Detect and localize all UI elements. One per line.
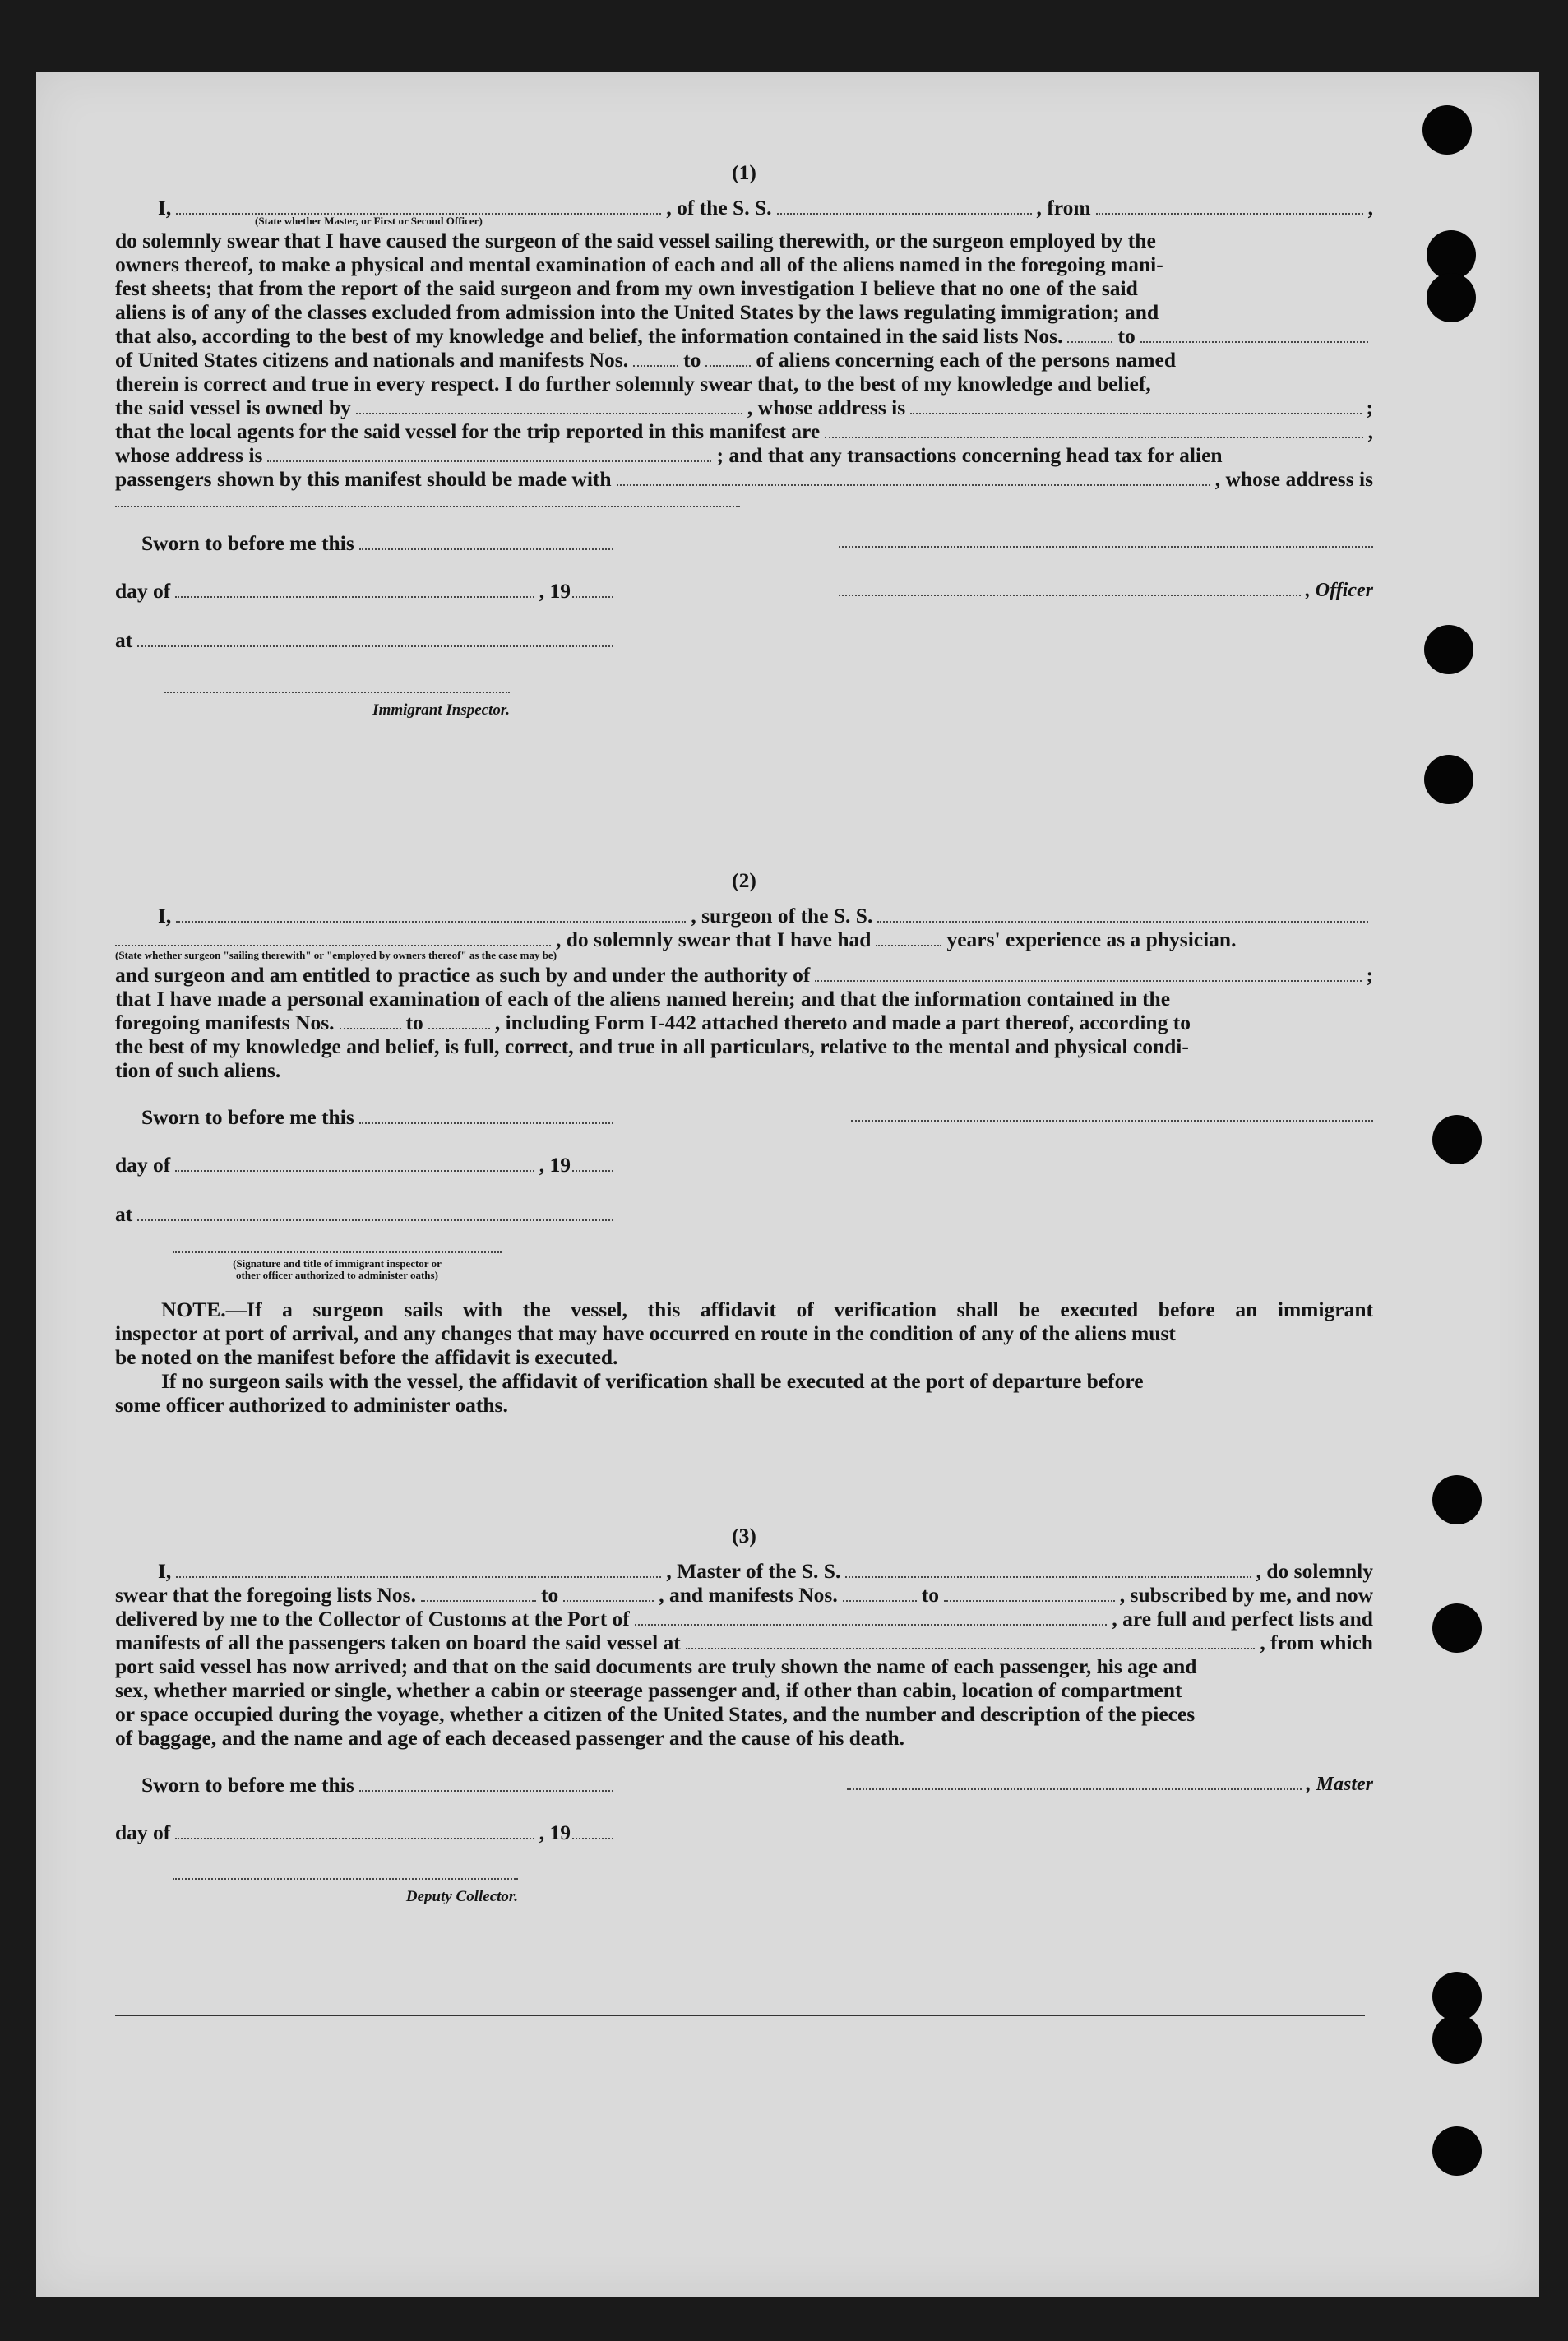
from-port-field[interactable] [1096, 198, 1363, 215]
punch-hole [1427, 273, 1476, 322]
sworn-date-field[interactable] [359, 1108, 613, 1124]
year-field[interactable] [572, 1823, 613, 1839]
at-place-field[interactable] [137, 631, 613, 647]
section-1-text: do solemnly swear that I have caused the surgeon of the said vessel sailing therewith, or the surgeon employed by the owners thereof, to make a physical and mental examination of each and all of the aliens named in the foregoing mani- fest sheets; that from the report of the said surgeon and from my own investigation I believe that no one of the said aliens is of any of the classes excluded from admission into the United States by the laws regulating immigration; and that also, according to the best of my knowledge and belief, the information contained in the said lists Nos. to of United States citizens and nationals and manifests Nos. to of aliens concerning each of the persons named therein is correct and true in every respect. I do further solemnly swear that, to the best of my knowledge and belief, the said vessel is owned by , whose address is ; that the local agents for the said vessel for the trip reported in this manifest are , whose address is ; and that any transactions concerning head tax for alien passengers shown by this manifest should be made with , whose address is [115, 229, 1373, 515]
vessel-name-field[interactable] [777, 198, 1032, 215]
section-number: (3) [732, 1524, 756, 1548]
year-field[interactable] [572, 1155, 613, 1172]
master-name-field[interactable] [176, 1561, 661, 1578]
manifest-from-field[interactable] [633, 350, 678, 367]
list-to-field[interactable] [1140, 326, 1368, 343]
section-number: (2) [732, 868, 756, 892]
manifest-nos-to-field[interactable] [428, 1013, 490, 1029]
label-of-ss: , of the S. S. [666, 196, 772, 220]
manifests-to-field[interactable] [944, 1585, 1115, 1602]
surgeon-note: (State whether surgeon "sailing therewith" or "employed by owners thereof" as the case may be) [115, 949, 557, 961]
officer-signature-line-1[interactable] [839, 546, 1373, 548]
surgeon-type-field[interactable] [115, 930, 551, 946]
punch-hole [1424, 755, 1473, 804]
section-3: (3) I, , Master of the S. S. , do solemnly swear that the foregoing lists Nos. to , and manifests Nos. to , subscribed by me, and now delivered by me to the Collector of Customs at the Port of , are full and perfect lists and manifests of all the passengers taken on board the said vessel at , from which port said vessel has now arrived; and that on the said documents are truly shown the name of each passenger, his age and sex, whether married or single, whether a cabin or steerage passenger and, if other than cabin, location of compartment or space occupied during the voyage, whether a citizen of the United States, and the number and description of the pieces of baggage, and the name and age of each deceased passenger and the cause of his death. Sworn to before me this day of , 19 Deputy Collector. , Master [115, 1524, 1373, 1896]
sworn-date-field[interactable] [359, 1775, 613, 1792]
owner-field[interactable] [356, 398, 742, 414]
list-from-field[interactable] [1067, 326, 1112, 343]
section-1-signatures: Sworn to before me this day of , 19 at Immigrant Inspector. , Officer [115, 531, 1373, 745]
head-tax-field[interactable] [617, 470, 1210, 486]
day-of-field[interactable] [175, 1823, 534, 1839]
day-of-field[interactable] [175, 581, 534, 598]
section-3-signatures: Sworn to before me this day of , 19 Deputy Collector. , Master [115, 1773, 1373, 1896]
agents-address-field[interactable] [267, 446, 711, 462]
punch-hole [1432, 1972, 1482, 2021]
note-text: NOTE.—If a surgeon sails with the vessel, this affidavit of verification shall be executed before an immigrant inspector at port of arrival, and any changes that may have occurred en route in the condition of any of the aliens must be noted on the manifest before the affidavit is executed. If no surgeon sails with the vessel, the affidavit of verification shall be executed at the port of departure before some officer authorized to administer oaths. [115, 1298, 1373, 1417]
lists-to-field[interactable] [563, 1585, 654, 1602]
at-place-field[interactable] [137, 1205, 613, 1221]
punch-hole [1432, 2015, 1482, 2064]
surgeon-signature-line[interactable] [851, 1120, 1373, 1122]
officer-signature-line-2[interactable] [839, 580, 1301, 596]
punch-hole [1432, 1115, 1482, 1164]
manifests-from-field[interactable] [843, 1585, 917, 1602]
surgeon-vessel-field[interactable] [877, 906, 1368, 923]
inspector-signature-line[interactable] [173, 1251, 502, 1253]
authority-field[interactable] [815, 965, 1361, 982]
master-signature-line[interactable] [847, 1774, 1302, 1790]
bottom-rule [115, 2015, 1365, 2016]
owner-address-field[interactable] [910, 398, 1361, 414]
punch-hole [1422, 105, 1472, 155]
section-2: (2) I, , surgeon of the S. S. , do solemnly swear that I have had years' experience as a physician. (State whether surgeon "sailing therewith" or "employed by owners thereof" as the case may be) and surgeon and am entitled to practice as such by and under the authority of ; that I have made a personal examination of each of the aliens named herein; and that the information contained in the foregoing manifests Nos. to , including Form I-442 attached thereto and made a part thereof, according to the best of my knowledge and belief, is full, correct, and true in all particulars, relative to the mental and physical condi- tion of such aliens. Sworn to before me this day of , 19 at (Signature and title of immigrant inspector or other officer authorized to administer oaths) NOTE.—If a surgeon sails with the vessel, this affidavit of verification shall be executed before an immigrant inspector at port of arrival, and any changes that may have occurred en route in the condition of any of the aliens must be noted on the manifest before the affidavit is executed. If no surgeon sails with the vessel, the affidavit of verification shall be executed at the port of departure before some officer authorized to administer oaths. [115, 868, 1373, 1417]
punch-hole [1432, 1475, 1482, 1524]
note-label: NOTE. [161, 1298, 226, 1321]
punch-hole [1424, 625, 1473, 674]
collector-signature-line[interactable] [173, 1878, 518, 1880]
punch-hole [1432, 2126, 1482, 2176]
embark-port-field[interactable] [686, 1633, 1256, 1649]
punch-hole [1432, 1603, 1482, 1653]
section-number: (1) [732, 160, 756, 184]
officer-name-field[interactable] [176, 198, 661, 215]
collector-label: Deputy Collector. [405, 1888, 518, 1905]
surgeon-name-field[interactable] [176, 906, 686, 923]
inspector-signature-line[interactable] [164, 692, 510, 693]
year-field[interactable] [572, 581, 613, 598]
officer-label: , Officer [1305, 580, 1373, 601]
section-2-signatures: Sworn to before me this day of , 19 at (Signature and title of immigrant inspector or other officer authorized to administer oaths) [115, 1105, 1373, 1278]
affidavits [115, 160, 1373, 1905]
agents-field[interactable] [825, 422, 1362, 438]
punch-hole [1427, 230, 1476, 280]
section-2-text: and surgeon and am entitled to practice as such by and under the authority of ; that I have made a personal examination of each of the aliens named herein; and that the information contained in the foregoing manifests Nos. to , including Form I-442 attached thereto and made a part thereof, according to the best of my knowledge and belief, is full, correct, and true in all particulars, relative to the mental and physical condi- tion of such aliens. [115, 963, 1373, 1082]
section-3-text: swear that the foregoing lists Nos. to , and manifests Nos. to , subscribed by me, and now delivered by me to the Collector of Customs at the Port of , are full and perfect lists and manifests of all the passengers taken on board the said vessel at , from which port said vessel has now arrived; and that on the said documents are truly shown the name of each passenger, his age and sex, whether married or single, whether a cabin or steerage passenger and, if other than cabin, location of compartment or space occupied during the voyage, whether a citizen of the United States, and the number and description of the pieces of baggage, and the name and age of each deceased passenger and the cause of his death. [115, 1583, 1373, 1750]
manifest-to-field[interactable] [705, 350, 751, 367]
label-i: I, [158, 196, 172, 220]
inspector-label: Immigrant Inspector. [372, 701, 510, 719]
label-from: , from [1036, 196, 1091, 220]
section-1: (1) I, , of the S. S. , from , (State whether Master, or First or Second Officer) do solemnly swear that I have caused the surgeon of the said vessel sailing therewith, or the surgeon employed by the owners thereof, to make a physical and mental examination of each and all of the aliens named in the foregoing mani- fest sheets; that from the report of the said surgeon and from my own investigation I believe that no one of the said aliens is of any of the classes excluded from admission into the United States by the laws regulating immigration; and that also, according to the best of my knowledge and belief, the information contained in the said lists Nos. to of United States citizens and nationals and manifests Nos. to of aliens concerning each of the persons named therein is correct and true in every respect. I do further solemnly swear that, to the best of my knowledge and belief, the said vessel is owned by , whose address is ; that the local agents for the said vessel for the trip reported in this manifest are , whose address is ; and that any transactions concerning head tax for alien passengers shown by this manifest should be made with , whose address is Sworn to before me this day of , 19 at Immigrant Inspector. , Officer [115, 160, 1373, 745]
years-field[interactable] [876, 930, 941, 946]
day-of-field[interactable] [175, 1155, 534, 1172]
lists-from-field[interactable] [421, 1585, 536, 1602]
manifest-nos-from-field[interactable] [340, 1013, 401, 1029]
sworn-date-field[interactable] [359, 534, 613, 550]
master-label: , Master [1306, 1774, 1373, 1795]
master-vessel-field[interactable] [845, 1561, 1251, 1578]
head-tax-address-field[interactable] [115, 491, 740, 507]
officer-note: (State whether Master, or First or Second Officer) [255, 215, 483, 227]
port-field[interactable] [635, 1609, 1108, 1626]
